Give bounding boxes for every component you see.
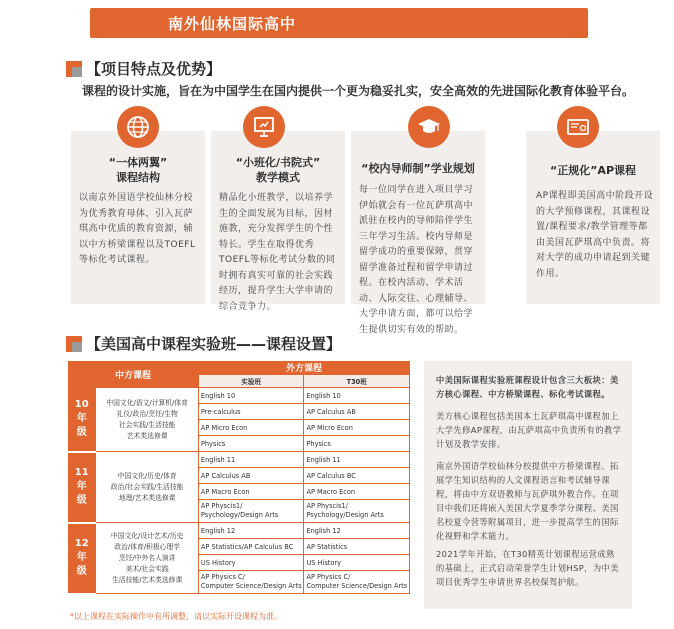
curriculum-table (68, 361, 410, 595)
description-paragraph: 中美国际课程实验班课程设计包含三大板块：美方核心课程、中方桥梁课程、标化考试课程。 (436, 375, 619, 399)
table-cell: AP Calculus BC (304, 468, 410, 484)
table-cell: AP Calculus AB (304, 404, 410, 420)
col-header-t30: T30班 (304, 375, 410, 388)
description-paragraph: 2021学年开始，在T30精英计划课程运营成熟的基础上，正式启动荣誉学生计划HSP，为中美项目优秀学生申请世界名校保驾护航。 (436, 549, 619, 587)
card-title-line2: 教学模式 (256, 171, 300, 184)
table-cell: AP Physics C/ Computer Science/Design Arts (198, 571, 304, 594)
card-text: 每一位同学在进入项目学习伊始就会有一位瓦萨琪高中派驻在校内的导师陪伴学生三年学习生活。校内导师是留学成功的重要保障，贯穿留学准备过程和留学申请过程。在校内活动、学术活动、人际交往、心理辅导、大学申请方面，都可以给学生提供切实有效的帮助。 (359, 185, 474, 335)
table-cell: US History (304, 555, 410, 571)
bullet-square-shadow-icon (72, 342, 82, 352)
feature-card-structure (71, 131, 205, 304)
table-cell: AP Calculus AB (198, 468, 304, 484)
feature-card-teaching (211, 131, 345, 312)
card-title-line1: “校内导师制”学业规划 (361, 162, 475, 175)
table-cell: Pre-calculus (198, 404, 304, 420)
bullet-square-shadow-icon (72, 67, 82, 77)
card-title-line1: “正规化”AP课程 (549, 164, 637, 177)
table-cell: AP Macro Econ (198, 484, 304, 500)
grade-label: 11 年 级 (68, 452, 96, 523)
feature-card-mentor (351, 131, 485, 335)
cn-courses: 中国文化/历史/体育 政治/社会实践/生活技能 地理/艺术类选修课 (96, 452, 199, 523)
cn-courses: 中国文化/语文/计算机/体育 礼仪/政治/烹饪/生物 社会实践/生活技能 艺术类选修课 (96, 388, 199, 452)
table-cell: AP Micro Econ (198, 420, 304, 436)
section-title: 【美国高中课程实验班——课程设置】 (86, 335, 342, 353)
section-title: 【项目特点及优势】 (86, 60, 222, 78)
footnote: *以上课程在实际操作中有所调整，请以实际开设课程为准。 (70, 612, 282, 621)
table-cell: US History (198, 555, 304, 571)
table-cell: AP Micro Econ (304, 420, 410, 436)
cn-courses: 中国文化/设计艺术/历史 政治/体育/积极心理学 烹饪/中外名人演讲 美术/社会实践 生活技能/艺术类选修课 (96, 523, 199, 594)
grade-label: 10 年 级 (68, 388, 96, 452)
description-paragraph: 南京外国语学校仙林分校提供中方桥梁课程、拓展学生知识结构的人文课程语言和考试辅导课程，将由中方双语教师与瓦萨琪外教合作。在项目中我们还将嵌入美国大学夏季学分课程、美国名校夏令营等附属项目，进一步提高学生的国际化视野和学术能力。 (436, 461, 619, 541)
description-paragraph: 美方核心课程包括美国本土瓦萨琪高中课程加上大学先修AP课程，由瓦萨琪高中负责所有的教学计划及教学安排。 (436, 411, 622, 449)
intro-text: 课程的设计实施，旨在为中国学生在国内提供一个更为稳妥扎实，安全高效的先进国际化教育体验平台。 (82, 84, 635, 98)
card-text: AP课程即美国高中阶段开设的大学预修课程，其课程设置/课程要求/教学管理等都由美国瓦萨琪高中负责。将对大学的成功申请起到关键作用。 (536, 191, 654, 279)
presentation-icon (243, 106, 285, 148)
table-cell: English 12 (198, 523, 304, 539)
table-row (68, 388, 410, 404)
col-header-exp: 实验班 (198, 375, 304, 388)
table-cell: English 11 (198, 452, 304, 468)
table-cell: Physics (304, 436, 410, 452)
table-cell: AP Statistics/AP Calculus BC (198, 539, 304, 555)
card-text: 以南京外国语学校仙林分校为优秀教育母体，引入瓦萨琪高中优质的教育资源，辅以中方桥梁课程以及TOEFL等标化考试课程。 (79, 193, 196, 265)
card-title-line1: “小班化/书院式” (235, 156, 321, 169)
col-header-cn: 中方课程 (68, 361, 198, 388)
curriculum-description (424, 361, 632, 609)
table-cell: English 12 (304, 523, 410, 539)
table-cell: AP Macro Econ (304, 484, 410, 500)
banner-title: 南外仙林国际高中 (168, 15, 297, 33)
card-title-line1: “一体两翼” (108, 156, 168, 169)
certificate-icon (557, 106, 599, 148)
table-cell: English 10 (198, 388, 304, 404)
grade-label: 12 年 级 (68, 523, 96, 594)
feature-card-ap (526, 131, 660, 304)
card-title-line2: 课程结构 (116, 171, 160, 184)
graduation-cap-icon (408, 106, 450, 148)
table-cell: AP Statistics (304, 539, 410, 555)
globe-icon (117, 106, 159, 148)
title-banner (90, 8, 588, 38)
table-cell: English 11 (304, 452, 410, 468)
table-cell: English 10 (304, 388, 410, 404)
table-cell: AP Physics C/ Computer Science/Design Arts (304, 571, 410, 594)
table-cell: AP Physcis1/ Psychology/Design Arts (198, 500, 304, 523)
table-cell: Physics (198, 436, 304, 452)
table-cell: AP Physcis1/ Psychology/Design Arts (304, 500, 410, 523)
table-row (68, 452, 410, 468)
table-row (68, 523, 410, 539)
col-header-foreign: 外方课程 (198, 361, 409, 375)
card-text: 精品化小班教学，以培养学生的全面发展为目标，因材施教，充分发挥学生的个性特长。学生在取得优秀TOEFL等标化考试分数的同时拥有真实可靠的社会实践经历，提升学生大学申请的综合竞争力。 (219, 193, 336, 312)
